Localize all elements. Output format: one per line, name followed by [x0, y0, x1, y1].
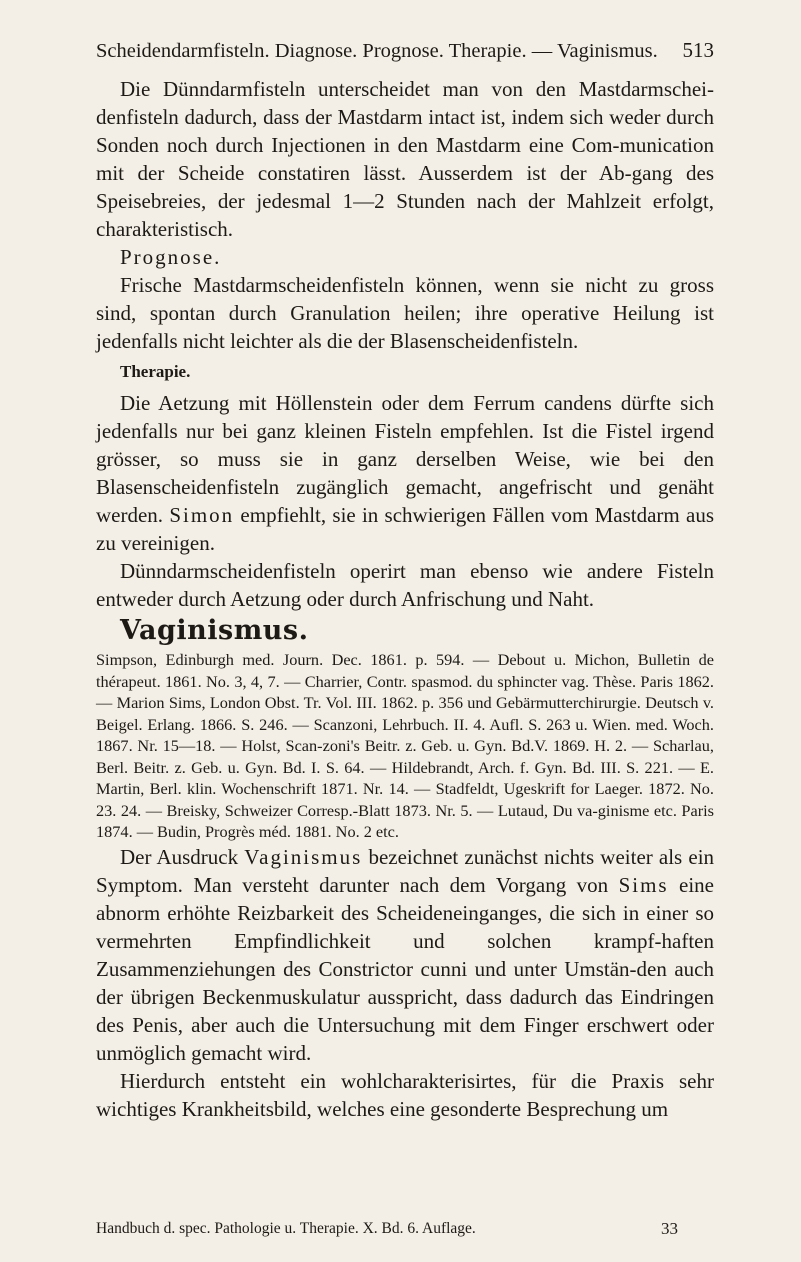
paragraph-krankheitsbild: Hierdurch entsteht ein wohlcharakterisirtes, für die Praxis sehr wichtiges Krankheitsbild, welches eine gesonderte Besprechung um	[96, 1068, 714, 1121]
footer-source: Handbuch d. spec. Pathologie u. Therapie. X. Bd. 6. Auflage.	[96, 1220, 476, 1237]
paragraph-therapie-duenndarm: Dünndarmscheidenfisteln operirt man ebenso wie andere Fisteln entweder durch Aetzung oder durch Anfrischung und Naht.	[96, 559, 714, 611]
signature-mark: 33	[661, 1219, 678, 1238]
text-segment: bezeichnet zunächst nichts weiter als ein Symptom. Man versteht darunter nach dem Vorgang von	[96, 844, 715, 897]
heading-therapie: Therapie.	[120, 362, 191, 381]
text-segment: Der Ausdruck	[120, 844, 239, 869]
page-number: 513	[682, 38, 714, 62]
text-segment: Die Aetzung mit Höllenstein oder dem Ferrum candens dürfte sich jedenfalls nur bei ganz kleinen Fisteln empfehlen. Ist die Fistel irgend grösser, so muss sie in ganz derselben Weise, wie bei den Blasenscheidenfisteln zugänglich gemacht, angefrischt und genäht werden.	[96, 391, 714, 527]
page-body	[96, 75, 714, 1123]
heading-prognose: Prognose.	[120, 245, 222, 269]
running-title: Scheidendarmfisteln. Diagnose. Prognose. Therapie. — Vaginismus.	[96, 40, 658, 62]
paragraph-prognose: Frische Mastdarmscheidenfisteln können, wenn sie nicht zu gross sind, spontan durch Granulation heilen; ihre operative Heilung ist jedenfalls nicht leichter als die der Blasenscheidenfisteln.	[96, 273, 714, 353]
text-segment: eine abnorm erhöhte Reizbarkeit des Scheideneinganges, die sich in einer so vermehrten Empfindlichkeit und solchen krampf-haften Zusammenziehungen des Constrictor cunni und unter Umstän-den auch der übrigen Beckenmuskulatur ausspricht, dass dadurch das Eindringen des Penis, aber auch die Untersuchung mit dem Finger erschwert oder unmöglich gemacht wird.	[96, 872, 714, 1065]
author-name: Simon	[169, 503, 235, 527]
bibliography: Simpson, Edinburgh med. Journ. Dec. 1861. p. 594. — Debout u. Michon, Bulletin de thérapeut. 1861. No. 3, 4, 7. — Charrier, Contr. spasmod. du sphincter vag. Thèse. Paris 1862. — Marion Sims, London Obst. Tr. Vol. III. 1862. p. 356 und Gebärmutterchirurgie. Deutsch v. Beigel. Erlang. 1866. S. 246. — Scanzoni, Lehrbuch. II. 4. Aufl. S. 263 u. Wien. med. Woch. 1867. Nr. 15—18. — Holst, Scan-zoni's Beitr. z. Geb. u. Gyn. Bd.V. 1869. H. 2. — Scharlau, Berl. Beitr. z. Geb. u. Gyn. Bd. I. S. 64. — Hildebrandt, Arch. f. Gyn. Bd. III. S. 221. — E. Martin, Berl. klin. Wochenschrift 1871. Nr. 14. — Stadfeldt, Ugeskrift for Laeger. 1872. No. 23. 24. — Breisky, Schweizer Corresp.-Blatt 1873. Nr. 5. — Lutaud, Du va-ginisme etc. Paris 1874. — Budin, Progrès méd. 1881. No. 2 etc.	[96, 650, 714, 841]
page-footer	[96, 1219, 714, 1239]
paragraph-therapie-aetzung	[96, 389, 714, 557]
paragraph-vaginismus-definition	[96, 843, 714, 1067]
author-name: Sims	[618, 872, 669, 897]
text-segment: empfiehlt, sie in schwierigen Fällen vom Mastdarm aus zu vereinigen.	[96, 503, 714, 555]
heading-vaginismus: Vaginismus.	[120, 615, 309, 646]
paragraph-duenndarmfisteln: Die Dünndarmfisteln unterscheidet man von den Mastdarmschei-denfisteln dadurch, dass der Mastdarm intact ist, indem sich weder durch Sonden noch durch Injectionen in den Mastdarm eine Com-munication mit der Scheide constatiren lässt. Ausserdem ist der Ab-gang des Speisebreies, der jedesmal 1—2 Stunden nach der Mahlzeit erfolgt, charakteristisch.	[96, 77, 714, 241]
running-header	[96, 38, 714, 63]
term-vaginismus: Vaginismus	[244, 844, 363, 869]
